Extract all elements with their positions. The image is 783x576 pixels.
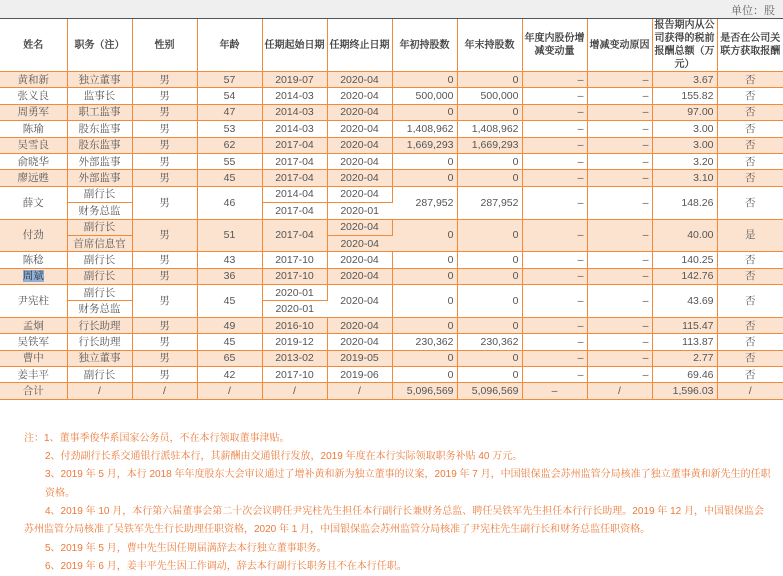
cell-shares-begin: 1,408,962 xyxy=(392,121,457,137)
cell-term-start: 2020-01 xyxy=(262,285,327,301)
cell-shares-end: 0 xyxy=(457,104,522,120)
cell-role: 独立董事 xyxy=(67,350,132,366)
cell-pretax-pay: 3.67 xyxy=(652,72,717,88)
cell-gender: 男 xyxy=(132,72,197,88)
cell-age: 53 xyxy=(197,121,262,137)
cell-related-pay: 否 xyxy=(717,334,783,350)
cell-shares-end: 0 xyxy=(457,285,522,318)
cell-age: 47 xyxy=(197,104,262,120)
cell-term-end: 2020-04 xyxy=(327,186,392,202)
cell-change-reason: – xyxy=(587,334,652,350)
cell-term-end: 2020-04 xyxy=(327,137,392,153)
cell-change-reason: – xyxy=(587,268,652,284)
cell-shares-end: 230,362 xyxy=(457,334,522,350)
cell-term-end: 2020-04 xyxy=(327,268,392,284)
cell-related-pay: 否 xyxy=(717,186,783,219)
cell-term-end: 2020-04 xyxy=(327,252,392,268)
table-row xyxy=(0,153,783,169)
cell-role: 行长助理 xyxy=(67,317,132,333)
cell-term-start: 2017-04 xyxy=(262,219,327,252)
cell-role: 职工监事 xyxy=(67,104,132,120)
cell-gender: 男 xyxy=(132,252,197,268)
cell-age: 45 xyxy=(197,285,262,318)
cell-role: 副行长 xyxy=(67,252,132,268)
cell-age: 51 xyxy=(197,219,262,252)
cell-term-start: 2017-10 xyxy=(262,268,327,284)
cell-term-end: 2020-04 xyxy=(327,153,392,169)
cell-shares-end: 0 xyxy=(457,367,522,383)
cell-age: 46 xyxy=(197,186,262,219)
cell-related-pay: 否 xyxy=(717,153,783,169)
cell-shares-change: – xyxy=(522,383,587,399)
cell-age: 36 xyxy=(197,268,262,284)
selected-text: 周斌 xyxy=(22,270,44,283)
cell-gender: 男 xyxy=(132,367,197,383)
cell-term-end: 2020-04 xyxy=(327,219,392,235)
compensation-table xyxy=(0,19,783,400)
cell-shares-end: 1,408,962 xyxy=(457,121,522,137)
cell-pretax-pay: 3.00 xyxy=(652,121,717,137)
cell-gender: 男 xyxy=(132,153,197,169)
cell-gender: 男 xyxy=(132,186,197,219)
cell-term-end: 2020-04 xyxy=(327,170,392,186)
cell-age: 42 xyxy=(197,367,262,383)
cell-role: 监事长 xyxy=(67,88,132,104)
cell-role: 副行长 xyxy=(67,285,132,301)
cell-role: 股东监事 xyxy=(67,121,132,137)
cell-name: 合计 xyxy=(0,383,67,399)
table-row xyxy=(0,317,783,333)
cell-change-reason: – xyxy=(587,350,652,366)
cell-term-end: 2020-04 xyxy=(327,121,392,137)
cell-gender: 男 xyxy=(132,170,197,186)
cell-term-start: 2014-04 xyxy=(262,186,327,202)
cell-name: 薛文 xyxy=(0,186,67,219)
header-shares-end: 年末持股数 xyxy=(457,19,522,72)
cell-term-end: 2020-01 xyxy=(327,203,392,219)
cell-name: 俞晓华 xyxy=(0,153,67,169)
cell-term-end: 2020-04 xyxy=(327,285,392,318)
cell-name xyxy=(0,268,67,284)
cell-shares-begin: 0 xyxy=(392,104,457,120)
header-term-end: 任期终止日期 xyxy=(327,19,392,72)
cell-term-end: 2020-04 xyxy=(327,88,392,104)
cell-term-start: 2017-10 xyxy=(262,367,327,383)
cell-shares-end: 0 xyxy=(457,72,522,88)
cell-change-reason: / xyxy=(587,383,652,399)
cell-shares-change: – xyxy=(522,350,587,366)
cell-related-pay: 否 xyxy=(717,367,783,383)
cell-shares-begin: 287,952 xyxy=(392,186,457,219)
cell-role: 行长助理 xyxy=(67,334,132,350)
header-related-pay: 是否在公司关联方获取报酬 xyxy=(717,19,783,72)
cell-term-start: 2017-10 xyxy=(262,252,327,268)
cell-change-reason: – xyxy=(587,285,652,318)
cell-gender: 男 xyxy=(132,104,197,120)
cell-role: / xyxy=(67,383,132,399)
cell-age: 57 xyxy=(197,72,262,88)
cell-shares-change: – xyxy=(522,285,587,318)
cell-term-start: 2019-07 xyxy=(262,72,327,88)
cell-related-pay: 否 xyxy=(717,137,783,153)
cell-term-end: 2020-04 xyxy=(327,72,392,88)
cell-pretax-pay: 1,596.03 xyxy=(652,383,717,399)
table-row xyxy=(0,104,783,120)
cell-shares-change: – xyxy=(522,219,587,252)
cell-gender: 男 xyxy=(132,334,197,350)
cell-shares-end: 500,000 xyxy=(457,88,522,104)
cell-shares-end: 287,952 xyxy=(457,186,522,219)
cell-age: 54 xyxy=(197,88,262,104)
cell-pretax-pay: 148.26 xyxy=(652,186,717,219)
cell-related-pay: 否 xyxy=(717,252,783,268)
table-row xyxy=(0,170,783,186)
cell-term-start: 2014-03 xyxy=(262,104,327,120)
cell-pretax-pay: 155.82 xyxy=(652,88,717,104)
cell-shares-begin: 0 xyxy=(392,367,457,383)
cell-role: 副行长 xyxy=(67,268,132,284)
note-line: 6、2019 年 6 月，姜丰平先生因工作调动，辞去本行副行长职务且不在本行任职。 xyxy=(45,560,407,572)
cell-age: 43 xyxy=(197,252,262,268)
cell-shares-end: 0 xyxy=(457,219,522,252)
cell-shares-end: 0 xyxy=(457,153,522,169)
cell-role: 财务总监 xyxy=(67,301,132,317)
cell-age: 45 xyxy=(197,170,262,186)
cell-shares-change: – xyxy=(522,186,587,219)
cell-shares-begin: 230,362 xyxy=(392,334,457,350)
cell-shares-change: – xyxy=(522,170,587,186)
cell-related-pay: 是 xyxy=(717,219,783,252)
cell-gender: 男 xyxy=(132,219,197,252)
cell-shares-change: – xyxy=(522,137,587,153)
header-term-start: 任期起始日期 xyxy=(262,19,327,72)
cell-shares-end: 0 xyxy=(457,317,522,333)
cell-name: 孟炯 xyxy=(0,317,67,333)
note-line: 4、2019 年 10 月，本行第六届董事会第二十次会议聘任尹宪柱先生担任本行副行长兼财务总监、聘任吴铁军先生担任本行行长助理。2019 年 12 月，中国银保监会 xyxy=(45,506,764,517)
header-shares-begin: 年初持股数 xyxy=(392,19,457,72)
cell-pretax-pay: 140.25 xyxy=(652,252,717,268)
cell-gender: 男 xyxy=(132,137,197,153)
cell-gender: 男 xyxy=(132,268,197,284)
cell-pretax-pay: 97.00 xyxy=(652,104,717,120)
cell-role: 财务总监 xyxy=(67,203,132,219)
note-line: 5、2019 年 5 月，曹中先生因任期届满辞去本行独立董事职务。 xyxy=(45,542,327,554)
cell-related-pay: 否 xyxy=(717,170,783,186)
cell-shares-change: – xyxy=(522,121,587,137)
cell-role: 副行长 xyxy=(67,367,132,383)
cell-age: 55 xyxy=(197,153,262,169)
cell-shares-change: – xyxy=(522,334,587,350)
table-header xyxy=(0,19,783,72)
note-line: 苏州监管分局核准了吴铁军先生行长助理任职资格，2020 年 1 月，中国银保监会苏州监管分局核准了尹宪柱先生副行长和财务总监任职资格。 xyxy=(24,524,651,536)
cell-pretax-pay: 43.69 xyxy=(652,285,717,318)
note-line: 3、2019 年 5 月，本行 2018 年年度股东大会审议通过了增补黄和新为独立董事的议案，2019 年 7 月，中国银保监会苏州监管分局核准了独立董事黄和新先生的任职资格。 xyxy=(45,469,771,499)
cell-pretax-pay: 3.00 xyxy=(652,137,717,153)
cell-related-pay: 否 xyxy=(717,350,783,366)
cell-term-start: 2017-04 xyxy=(262,170,327,186)
cell-pretax-pay: 115.47 xyxy=(652,317,717,333)
cell-gender: 男 xyxy=(132,121,197,137)
cell-shares-change: – xyxy=(522,104,587,120)
cell-change-reason: – xyxy=(587,367,652,383)
cell-role: 外部监事 xyxy=(67,153,132,169)
unit-bar xyxy=(0,0,783,19)
cell-related-pay: 否 xyxy=(717,104,783,120)
cell-name: 曹中 xyxy=(0,350,67,366)
cell-shares-change: – xyxy=(522,153,587,169)
cell-term-start: 2020-01 xyxy=(262,301,327,317)
cell-shares-change: – xyxy=(522,367,587,383)
cell-term-start: 2014-03 xyxy=(262,121,327,137)
notes xyxy=(0,430,783,576)
header-shares-change: 年度内股份增减变动量 xyxy=(522,19,587,72)
cell-related-pay: 否 xyxy=(717,317,783,333)
cell-name: 廖远甦 xyxy=(0,170,67,186)
cell-shares-end: 1,669,293 xyxy=(457,137,522,153)
cell-term-start: 2017-04 xyxy=(262,137,327,153)
cell-gender: 男 xyxy=(132,350,197,366)
cell-shares-begin: 0 xyxy=(392,350,457,366)
cell-age: 49 xyxy=(197,317,262,333)
table-row xyxy=(0,88,783,104)
cell-shares-end: 0 xyxy=(457,252,522,268)
cell-name: 张义良 xyxy=(0,88,67,104)
cell-pretax-pay: 3.10 xyxy=(652,170,717,186)
cell-related-pay: / xyxy=(717,383,783,399)
cell-shares-change: – xyxy=(522,72,587,88)
cell-term-start: 2017-04 xyxy=(262,153,327,169)
cell-shares-begin: 500,000 xyxy=(392,88,457,104)
table-row xyxy=(0,121,783,137)
cell-shares-begin: 0 xyxy=(392,219,457,252)
cell-shares-begin: 0 xyxy=(392,170,457,186)
table-row xyxy=(0,186,783,202)
cell-shares-begin: 1,669,293 xyxy=(392,137,457,153)
cell-change-reason: – xyxy=(587,170,652,186)
cell-gender: / xyxy=(132,383,197,399)
cell-change-reason: – xyxy=(587,88,652,104)
cell-shares-end: 5,096,569 xyxy=(457,383,522,399)
cell-change-reason: – xyxy=(587,219,652,252)
cell-change-reason: – xyxy=(587,121,652,137)
cell-change-reason: – xyxy=(587,252,652,268)
cell-change-reason: – xyxy=(587,72,652,88)
cell-term-end: 2020-04 xyxy=(327,235,392,251)
table-row xyxy=(0,268,783,284)
cell-pretax-pay: 40.00 xyxy=(652,219,717,252)
cell-term-end: 2020-04 xyxy=(327,104,392,120)
cell-age: 65 xyxy=(197,350,262,366)
cell-shares-end: 0 xyxy=(457,350,522,366)
cell-change-reason: – xyxy=(587,104,652,120)
cell-term-end: / xyxy=(327,383,392,399)
table-row xyxy=(0,350,783,366)
unit-label: 单位：股 xyxy=(731,5,775,17)
cell-role: 首席信息官 xyxy=(67,235,132,251)
cell-shares-change: – xyxy=(522,252,587,268)
cell-shares-begin: 0 xyxy=(392,317,457,333)
cell-name: 吴铁军 xyxy=(0,334,67,350)
header-age: 年龄 xyxy=(197,19,262,72)
cell-related-pay: 否 xyxy=(717,121,783,137)
cell-name: 尹宪柱 xyxy=(0,285,67,318)
cell-shares-change: – xyxy=(522,88,587,104)
cell-name: 陈瑜 xyxy=(0,121,67,137)
cell-term-end: 2019-06 xyxy=(327,367,392,383)
cell-gender: 男 xyxy=(132,285,197,318)
cell-related-pay: 否 xyxy=(717,285,783,318)
cell-name: 吴雪良 xyxy=(0,137,67,153)
cell-gender: 男 xyxy=(132,317,197,333)
cell-change-reason: – xyxy=(587,186,652,219)
table-row xyxy=(0,334,783,350)
table-row xyxy=(0,137,783,153)
cell-term-end: 2020-04 xyxy=(327,334,392,350)
cell-role: 独立董事 xyxy=(67,72,132,88)
note-line: 注：1、董事季俊华系国家公务员，不在本行领取董事津贴。 xyxy=(24,432,290,444)
cell-role: 外部监事 xyxy=(67,170,132,186)
cell-name: 周勇军 xyxy=(0,104,67,120)
cell-term-start: 2013-02 xyxy=(262,350,327,366)
cell-role: 股东监事 xyxy=(67,137,132,153)
note-line: 2、付劲副行长系交通银行派驻本行，其薪酬由交通银行发放，2019 年度在本行实际领取职务补贴 40 万元。 xyxy=(45,451,523,463)
cell-pretax-pay: 3.20 xyxy=(652,153,717,169)
cell-shares-change: – xyxy=(522,268,587,284)
total-row xyxy=(0,383,783,399)
table-row xyxy=(0,252,783,268)
cell-shares-end: 0 xyxy=(457,170,522,186)
cell-shares-begin: 0 xyxy=(392,153,457,169)
cell-name: 陈稔 xyxy=(0,252,67,268)
cell-related-pay: 否 xyxy=(717,88,783,104)
cell-pretax-pay: 142.76 xyxy=(652,268,717,284)
cell-age: 62 xyxy=(197,137,262,153)
cell-term-start: 2014-03 xyxy=(262,88,327,104)
cell-shares-begin: 0 xyxy=(392,268,457,284)
cell-shares-begin: 0 xyxy=(392,72,457,88)
table-row xyxy=(0,285,783,301)
cell-pretax-pay: 113.87 xyxy=(652,334,717,350)
table-row xyxy=(0,72,783,88)
cell-term-end: 2020-04 xyxy=(327,317,392,333)
cell-name: 姜丰平 xyxy=(0,367,67,383)
cell-shares-end: 0 xyxy=(457,268,522,284)
cell-term-start: 2017-04 xyxy=(262,203,327,219)
header-change-reason: 增减变动原因 xyxy=(587,19,652,72)
table-row xyxy=(0,219,783,235)
cell-age: 45 xyxy=(197,334,262,350)
header-name: 姓名 xyxy=(0,19,67,72)
cell-change-reason: – xyxy=(587,137,652,153)
cell-related-pay: 否 xyxy=(717,72,783,88)
cell-term-start: 2019-12 xyxy=(262,334,327,350)
cell-term-start: 2016-10 xyxy=(262,317,327,333)
cell-shares-begin: 0 xyxy=(392,252,457,268)
cell-change-reason: – xyxy=(587,153,652,169)
cell-role: 副行长 xyxy=(67,219,132,235)
cell-shares-begin: 0 xyxy=(392,285,457,318)
cell-gender: 男 xyxy=(132,88,197,104)
cell-name: 黄和新 xyxy=(0,72,67,88)
header-role: 职务（注） xyxy=(67,19,132,72)
cell-shares-begin: 5,096,569 xyxy=(392,383,457,399)
cell-age: / xyxy=(197,383,262,399)
cell-pretax-pay: 69.46 xyxy=(652,367,717,383)
table-row xyxy=(0,367,783,383)
cell-change-reason: – xyxy=(587,317,652,333)
cell-term-start: / xyxy=(262,383,327,399)
cell-related-pay: 否 xyxy=(717,268,783,284)
header-gender: 性别 xyxy=(132,19,197,72)
cell-pretax-pay: 2.77 xyxy=(652,350,717,366)
cell-term-end: 2019-05 xyxy=(327,350,392,366)
header-pretax-pay: 报告期内从公司获得的税前报酬总额（万元） xyxy=(652,19,717,72)
cell-shares-change: – xyxy=(522,317,587,333)
cell-role: 副行长 xyxy=(67,186,132,202)
cell-name: 付劲 xyxy=(0,219,67,252)
